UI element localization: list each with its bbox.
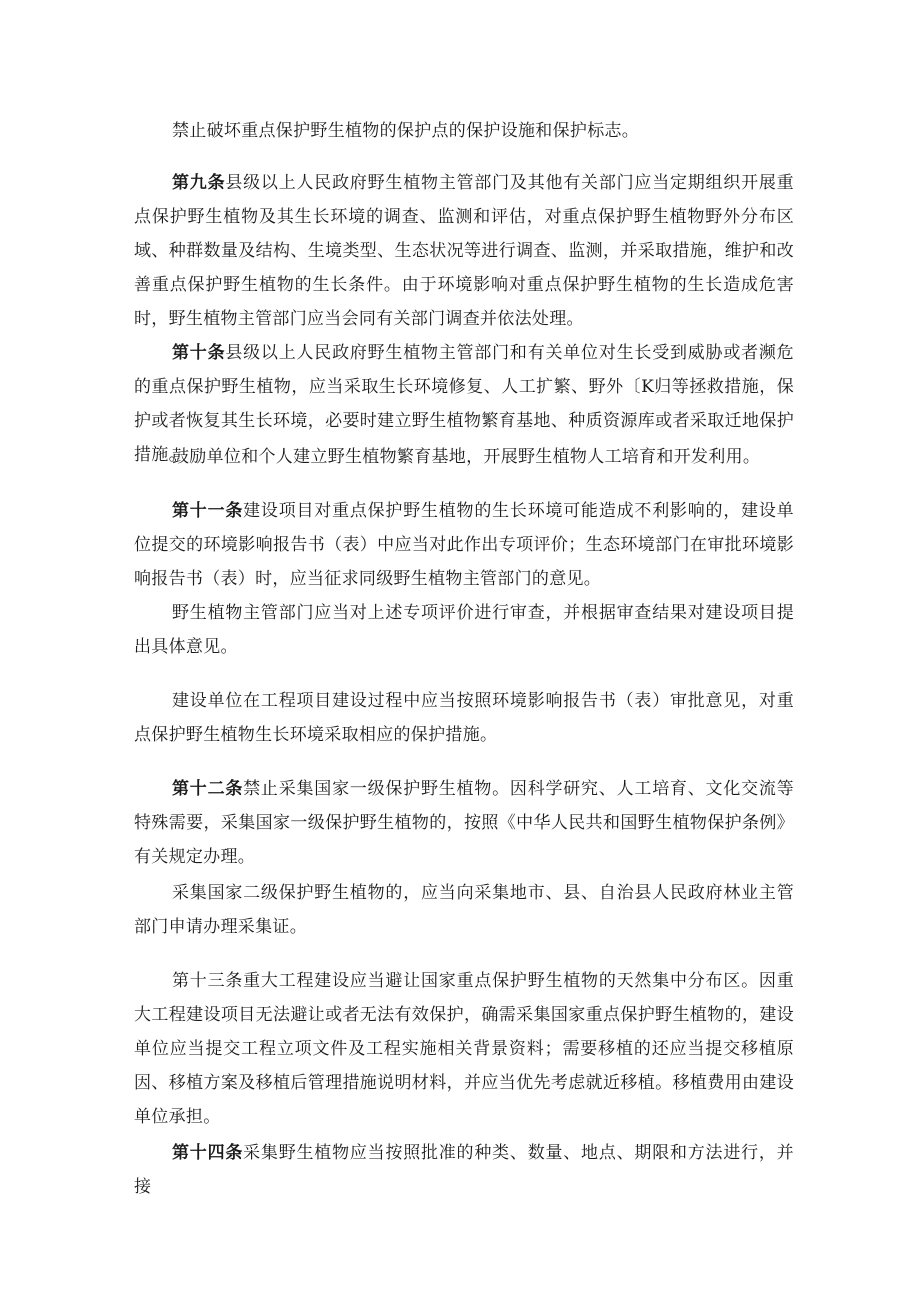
document-page (134, 0, 794, 1301)
article-heading: 第十一条 (172, 501, 244, 521)
paragraph-text: 野生植物主管部门应当对上述专项评价进行审查，并根据审查结果对建设项目提出具体意见。 (134, 603, 794, 657)
paragraph-6 (134, 596, 794, 664)
article-heading: 第九条 (172, 173, 226, 193)
article-13 (134, 964, 794, 1134)
paragraph-4 (134, 440, 794, 474)
article-heading: 第十四条 (172, 1143, 244, 1163)
paragraph-9 (134, 876, 794, 944)
paragraph-text: 采集野生植物应当按照批准的种类、数量、地点、期限和方法进行，并接 (134, 1143, 794, 1197)
paragraph-text: 采集国家二级保护野生植物的，应当向采集地市、县、自治县人民政府林业主管部门申请办理采集证。 (134, 883, 794, 937)
article-9 (134, 166, 794, 336)
article-heading: 第十条 (172, 343, 226, 363)
article-14 (134, 1136, 794, 1204)
paragraph-text: 禁止采集国家一级保护野生植物。因科学研究、人工培育、文化交流等特殊需要，采集国家一级保护野生植物的，按照《中华人民共和国野生植物保护条例》有关规定办理。 (134, 779, 794, 867)
paragraph-7 (134, 684, 794, 752)
paragraph-text: 建设项目对重点保护野生植物的生长环境可能造成不利影响的，建设单位提交的环境影响报告书（表）中应当对此作出专项评价；生态环境部门在审批环境影响报告书（表）时，应当征求同级野生植物主管部门的意见。 (134, 501, 794, 589)
paragraph-text: 县级以上人民政府野生植物主管部门和有关单位对生长受到威胁或者濒危的重点保护野生植物，应当采取生长环境修复、人工扩繁、野外〔K归等拯救措施，保护或者恢复其生长环境，必要时建立野生植物繁育基地、种质资源库或者采取迁地保护措施。 (134, 343, 794, 465)
paragraph-text: 鼓励单位和个人建立野生植物繁育基地，开展野生植物人工培育和开发利用。 (172, 447, 761, 467)
paragraph-text: 建设单位在工程项目建设过程中应当按照环境影响报告书（表）审批意见，对重点保护野生植物生长环境采取相应的保护措施。 (134, 691, 794, 745)
article-heading: 第十二条 (172, 779, 244, 799)
article-12 (134, 772, 794, 874)
paragraph-text: 县级以上人民政府野生植物主管部门及其他有关部门应当定期组织开展重点保护野生植物及其生长环境的调查、监测和评估，对重点保护野生植物野外分布区域、种群数量及结构、生境类型、生态状况等进行调查、监测，并采取措施，维护和改善重点保护野生植物的生长条件。由于环境影响对重点保护野生植物的生长造成危害时，野生植物主管部门应当会同有关部门调查并依法处理。 (134, 173, 794, 329)
paragraph-text: 第十三条重大工程建设应当避让国家重点保护野生植物的天然集中分布区。因重大工程建设项目无法避让或者无法有效保护，确需采集国家重点保护野生植物的，建设单位应当提交工程立项文件及工程实施相关背景资料；需要移植的还应当提交移植原因、移植方案及移植后管理措施说明材料，并应当优先考虑就近移植。移植费用由建设单位承担。 (134, 971, 794, 1127)
paragraph-text: 禁止破坏重点保护野生植物的保护点的保护设施和保护标志。 (172, 121, 640, 141)
article-11 (134, 494, 794, 596)
paragraph-1 (134, 114, 794, 148)
